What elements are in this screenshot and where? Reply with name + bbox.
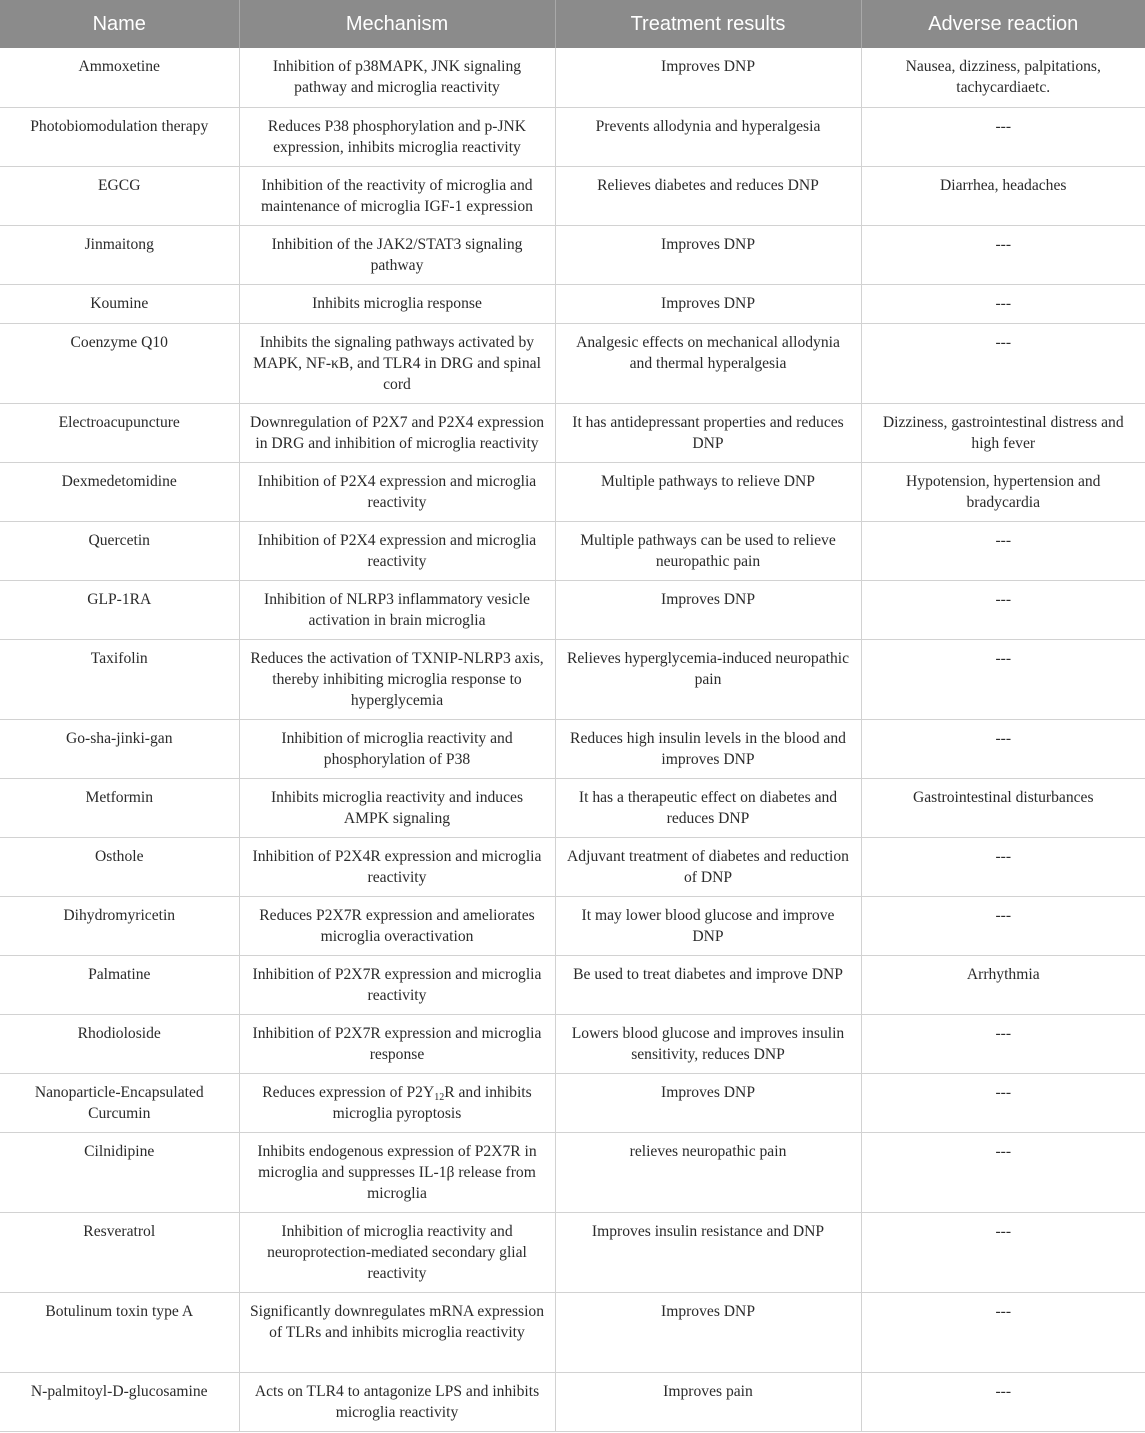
table-row: [0, 403, 1145, 462]
cell-name: Resveratrol: [0, 1212, 239, 1292]
cell-name: Jinmaitong: [0, 225, 239, 284]
table-row: [0, 48, 1145, 107]
cell-treatment: It may lower blood glucose and improve DNP: [555, 896, 861, 955]
cell-adverse: ---: [861, 1014, 1145, 1073]
table-row: [0, 639, 1145, 719]
cell-treatment: Improves DNP: [555, 284, 861, 323]
cell-mechanism: Inhibition of the JAK2/STAT3 signaling pathway: [239, 225, 555, 284]
cell-adverse: Arrhythmia: [861, 955, 1145, 1014]
table-row: [0, 1014, 1145, 1073]
cell-name: Koumine: [0, 284, 239, 323]
cell-mechanism: Reduces the activation of TXNIP-NLRP3 axis, thereby inhibiting microglia response to hyperglycemia: [239, 639, 555, 719]
cell-mechanism: Inhibition of P2X7R expression and microglia reactivity: [239, 955, 555, 1014]
cell-mechanism: Inhibits microglia response: [239, 284, 555, 323]
cell-name: Nanoparticle-Encapsulated Curcumin: [0, 1073, 239, 1132]
header-adverse-reaction: Adverse reaction: [861, 0, 1145, 48]
cell-name: GLP-1RA: [0, 580, 239, 639]
cell-treatment: It has antidepressant properties and reduces DNP: [555, 403, 861, 462]
cell-mechanism: Inhibition of microglia reactivity and neuroprotection-mediated secondary glial reactivity: [239, 1212, 555, 1292]
cell-name: Coenzyme Q10: [0, 323, 239, 403]
cell-adverse: Gastrointestinal disturbances: [861, 778, 1145, 837]
cell-name: Cilnidipine: [0, 1132, 239, 1212]
cell-adverse: ---: [861, 1212, 1145, 1292]
cell-treatment: Improves DNP: [555, 225, 861, 284]
cell-mechanism: Inhibits endogenous expression of P2X7R in microglia and suppresses IL-1β release from microglia: [239, 1132, 555, 1212]
table-row: [0, 955, 1145, 1014]
table-row: [0, 580, 1145, 639]
cell-adverse: ---: [861, 1372, 1145, 1431]
table-row: [0, 1372, 1145, 1431]
cell-treatment: Relieves hyperglycemia-induced neuropathic pain: [555, 639, 861, 719]
cell-mechanism: Downregulation of P2X7 and P2X4 expression in DRG and inhibition of microglia reactivity: [239, 403, 555, 462]
table-row: [0, 1292, 1145, 1372]
cell-adverse: Hypotension, hypertension and bradycardia: [861, 462, 1145, 521]
cell-adverse: ---: [861, 896, 1145, 955]
cell-mechanism: Inhibition of P2X7R expression and microglia response: [239, 1014, 555, 1073]
cell-adverse: ---: [861, 1132, 1145, 1212]
cell-treatment: Reduces high insulin levels in the blood and improves DNP: [555, 719, 861, 778]
mechanism-subscript: 12: [434, 1091, 445, 1103]
mechanism-text-pre: Reduces expression of P2Y: [262, 1083, 435, 1101]
cell-treatment: Relieves diabetes and reduces DNP: [555, 166, 861, 225]
cell-mechanism: Inhibition of NLRP3 inflammatory vesicle activation in brain microglia: [239, 580, 555, 639]
cell-adverse: Diarrhea, headaches: [861, 166, 1145, 225]
cell-adverse: ---: [861, 719, 1145, 778]
cell-adverse: ---: [861, 639, 1145, 719]
cell-mechanism: Inhibition of P2X4 expression and microglia reactivity: [239, 462, 555, 521]
cell-treatment: Improves DNP: [555, 1292, 861, 1372]
cell-adverse: Nausea, dizziness, palpitations, tachycardiaetc.: [861, 48, 1145, 107]
cell-adverse: ---: [861, 323, 1145, 403]
cell-adverse: ---: [861, 580, 1145, 639]
mechanism-text-post: R and inhibits microglia pyroptosis: [332, 1083, 532, 1122]
cell-name: Taxifolin: [0, 639, 239, 719]
cell-name: Osthole: [0, 837, 239, 896]
cell-name: Ammoxetine: [0, 48, 239, 107]
table-row: [0, 719, 1145, 778]
cell-adverse: ---: [861, 837, 1145, 896]
table-row: [0, 462, 1145, 521]
cell-treatment: Analgesic effects on mechanical allodynia and thermal hyperalgesia: [555, 323, 861, 403]
cell-mechanism: Inhibits microglia reactivity and induces AMPK signaling: [239, 778, 555, 837]
cell-treatment: Improves pain: [555, 1372, 861, 1431]
table-row: [0, 521, 1145, 580]
header-row: [0, 0, 1145, 48]
cell-treatment: Improves DNP: [555, 48, 861, 107]
cell-treatment: relieves neuropathic pain: [555, 1132, 861, 1212]
cell-mechanism: Reduces P38 phosphorylation and p-JNK expression, inhibits microglia reactivity: [239, 107, 555, 166]
cell-treatment: Adjuvant treatment of diabetes and reduction of DNP: [555, 837, 861, 896]
cell-name: Photobiomodulation therapy: [0, 107, 239, 166]
header-name: Name: [0, 0, 239, 48]
cell-treatment: Prevents allodynia and hyperalgesia: [555, 107, 861, 166]
cell-adverse: Dizziness, gastrointestinal distress and high fever: [861, 403, 1145, 462]
cell-name: EGCG: [0, 166, 239, 225]
cell-adverse: ---: [861, 1073, 1145, 1132]
cell-treatment: Be used to treat diabetes and improve DNP: [555, 955, 861, 1014]
cell-adverse: ---: [861, 284, 1145, 323]
cell-treatment: Multiple pathways to relieve DNP: [555, 462, 861, 521]
cell-name: N-palmitoyl-D-glucosamine: [0, 1372, 239, 1431]
cell-treatment: Improves DNP: [555, 1073, 861, 1132]
table-row: [0, 1132, 1145, 1212]
table-row: [0, 166, 1145, 225]
table-row: [0, 323, 1145, 403]
cell-mechanism: Inhibits the signaling pathways activated by MAPK, NF-κB, and TLR4 in DRG and spinal cord: [239, 323, 555, 403]
cell-mechanism: [239, 1073, 555, 1132]
cell-mechanism: Inhibition of p38MAPK, JNK signaling pathway and microglia reactivity: [239, 48, 555, 107]
table-row: [0, 837, 1145, 896]
cell-name: Rhodioloside: [0, 1014, 239, 1073]
cell-adverse: ---: [861, 225, 1145, 284]
cell-mechanism: Inhibition of microglia reactivity and phosphorylation of P38: [239, 719, 555, 778]
header-treatment-results: Treatment results: [555, 0, 861, 48]
table-row: [0, 1073, 1145, 1132]
cell-treatment: Lowers blood glucose and improves insulin sensitivity, reduces DNP: [555, 1014, 861, 1073]
cell-adverse: ---: [861, 1292, 1145, 1372]
cell-mechanism: Inhibition of the reactivity of microglia and maintenance of microglia IGF-1 expression: [239, 166, 555, 225]
cell-treatment: It has a therapeutic effect on diabetes and reduces DNP: [555, 778, 861, 837]
cell-mechanism: Reduces P2X7R expression and ameliorates microglia overactivation: [239, 896, 555, 955]
table-row: [0, 896, 1145, 955]
cell-name: Go-sha-jinki-gan: [0, 719, 239, 778]
cell-treatment: Multiple pathways can be used to relieve neuropathic pain: [555, 521, 861, 580]
cell-name: Dexmedetomidine: [0, 462, 239, 521]
table-row: [0, 107, 1145, 166]
header-mechanism: Mechanism: [239, 0, 555, 48]
cell-name: Quercetin: [0, 521, 239, 580]
cell-name: Metformin: [0, 778, 239, 837]
cell-adverse: ---: [861, 107, 1145, 166]
cell-mechanism: Significantly downregulates mRNA expression of TLRs and inhibits microglia reactivity: [239, 1292, 555, 1372]
cell-mechanism: Inhibition of P2X4R expression and microglia reactivity: [239, 837, 555, 896]
cell-mechanism: Inhibition of P2X4 expression and microglia reactivity: [239, 521, 555, 580]
cell-treatment: Improves DNP: [555, 580, 861, 639]
cell-adverse: ---: [861, 521, 1145, 580]
cell-name: Electroacupuncture: [0, 403, 239, 462]
cell-treatment: Improves insulin resistance and DNP: [555, 1212, 861, 1292]
table-row: [0, 1212, 1145, 1292]
cell-name: Dihydromyricetin: [0, 896, 239, 955]
cell-name: Botulinum toxin type A: [0, 1292, 239, 1372]
cell-mechanism: Acts on TLR4 to antagonize LPS and inhibits microglia reactivity: [239, 1372, 555, 1431]
cell-name: Palmatine: [0, 955, 239, 1014]
table-row: [0, 284, 1145, 323]
table-row: [0, 778, 1145, 837]
table-row: [0, 225, 1145, 284]
